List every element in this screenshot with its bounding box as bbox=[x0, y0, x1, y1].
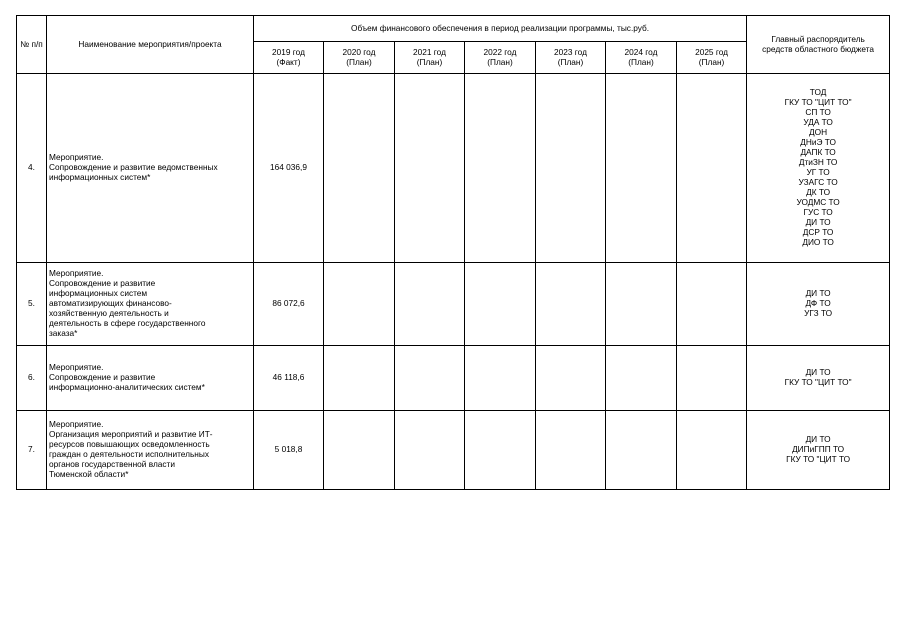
activity-name: Мероприятие. Организация мероприятий и развитие ИТ- ресурсов повышающих осведомленность граждан о деятельности исполнительных органов государственной власти Тюменской области* bbox=[47, 411, 254, 490]
value-2025 bbox=[677, 263, 747, 346]
year-header-2020: 2020 год (План) bbox=[324, 42, 395, 74]
table-row bbox=[17, 411, 890, 490]
value-2024 bbox=[606, 346, 677, 411]
value-2024 bbox=[606, 74, 677, 263]
value-2020 bbox=[324, 74, 395, 263]
distributor-column-header: Главный распорядитель средств областного бюджета bbox=[747, 16, 890, 74]
activity-name: Мероприятие. Сопровождение и развитие ведомственных информационных систем* bbox=[47, 74, 254, 263]
row-number: 6. bbox=[17, 346, 47, 411]
value-2023 bbox=[536, 74, 606, 263]
number-column-header: № п/п bbox=[17, 16, 47, 74]
program-funding-table bbox=[16, 15, 890, 490]
value-2024 bbox=[606, 411, 677, 490]
value-2020 bbox=[324, 263, 395, 346]
distributors-list: ДИ ТО ДФ ТО УГЗ ТО bbox=[747, 263, 890, 346]
year-header-2025: 2025 год (План) bbox=[677, 42, 747, 74]
value-2022 bbox=[465, 411, 536, 490]
value-2019: 46 118,6 bbox=[254, 346, 324, 411]
value-2023 bbox=[536, 411, 606, 490]
value-2019: 5 018,8 bbox=[254, 411, 324, 490]
distributors-list: ДИ ТО ГКУ ТО "ЦИТ ТО" bbox=[747, 346, 890, 411]
value-2021 bbox=[395, 346, 465, 411]
year-header-2023: 2023 год (План) bbox=[536, 42, 606, 74]
value-2022 bbox=[465, 346, 536, 411]
value-2020 bbox=[324, 346, 395, 411]
value-2024 bbox=[606, 263, 677, 346]
year-header-2019: 2019 год (Факт) bbox=[254, 42, 324, 74]
value-2021 bbox=[395, 263, 465, 346]
distributors-list: ДИ ТО ДИПиГПП ТО ГКУ ТО "ЦИТ ТО bbox=[747, 411, 890, 490]
row-number: 4. bbox=[17, 74, 47, 263]
value-2022 bbox=[465, 74, 536, 263]
funding-column-header: Объем финансового обеспечения в период реализации программы, тыс.руб. bbox=[254, 16, 747, 42]
value-2021 bbox=[395, 74, 465, 263]
value-2025 bbox=[677, 74, 747, 263]
value-2023 bbox=[536, 346, 606, 411]
activity-name: Мероприятие. Сопровождение и развитие информационных систем автоматизирующих финансово- хозяйственную деятельность и деятельность в сфере государственного заказа* bbox=[47, 263, 254, 346]
value-2025 bbox=[677, 346, 747, 411]
year-header-2021: 2021 год (План) bbox=[395, 42, 465, 74]
year-header-2024: 2024 год (План) bbox=[606, 42, 677, 74]
name-column-header: Наименование мероприятия/проекта bbox=[47, 16, 254, 74]
value-2020 bbox=[324, 411, 395, 490]
table-row bbox=[17, 263, 890, 346]
row-number: 7. bbox=[17, 411, 47, 490]
value-2019: 86 072,6 bbox=[254, 263, 324, 346]
row-number: 5. bbox=[17, 263, 47, 346]
distributors-list: ТОД ГКУ ТО "ЦИТ ТО" СП ТО УДА ТО ДОН ДНиЭ ТО ДАПК ТО ДтиЗН ТО УГ ТО УЗАГС ТО ДК ТО УОДМС ТО ГУС ТО ДИ ТО ДСР ТО ДИО ТО bbox=[747, 74, 890, 263]
year-header-2022: 2022 год (План) bbox=[465, 42, 536, 74]
value-2023 bbox=[536, 263, 606, 346]
table-row bbox=[17, 346, 890, 411]
activity-name: Мероприятие. Сопровождение и развитие информационно-аналитических систем* bbox=[47, 346, 254, 411]
value-2025 bbox=[677, 411, 747, 490]
value-2021 bbox=[395, 411, 465, 490]
table-row bbox=[17, 74, 890, 263]
value-2019: 164 036,9 bbox=[254, 74, 324, 263]
value-2022 bbox=[465, 263, 536, 346]
